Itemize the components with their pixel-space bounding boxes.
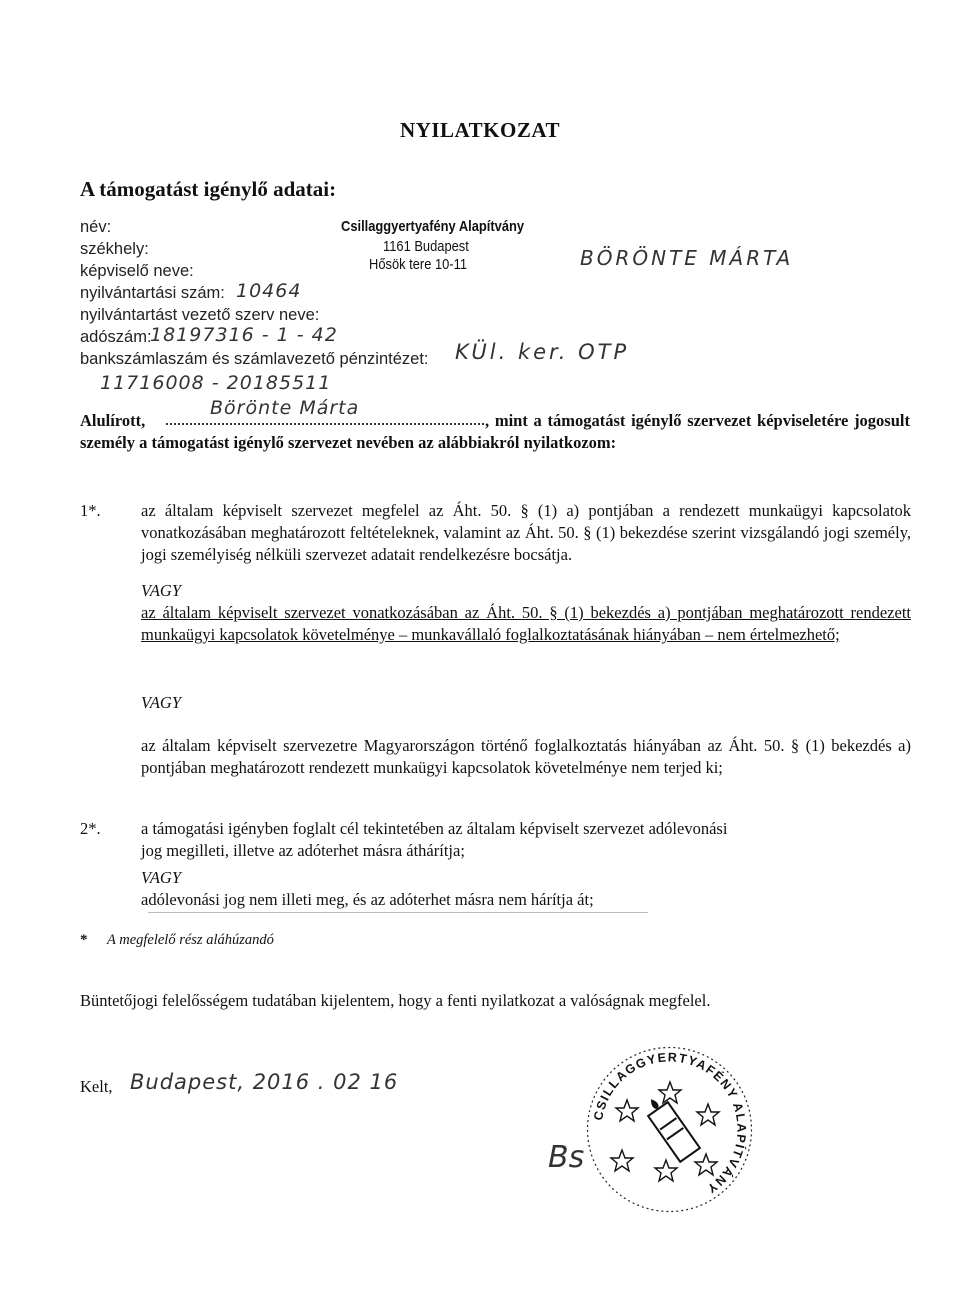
round-stamp (582, 1042, 757, 1217)
tax-number-label: adószám: (80, 328, 152, 346)
registry-number-label: nyilvántartási szám: (80, 284, 225, 302)
document-title: NYILATKOZAT (400, 118, 560, 142)
intro-lead: Alulírott, (80, 411, 146, 430)
declaration-intro-tail: , mint a támogatást igénylő szervezet képviseletére jogosult személy a támogatást igénylő szervezet nevében az alábbiakról nyilatkozom: (80, 411, 910, 452)
registry-org-label: nyilvántartást vezető szerv neve: (80, 306, 320, 324)
item-2-alternative: adólevonási jog nem illeti meg, és az adóterhet másra nem hárítja át; (141, 890, 594, 909)
handwritten-representative: BÖRÖNTE MÁRTA (580, 246, 794, 270)
round-stamp-graphic (582, 1042, 757, 1217)
or-label-1: VAGY (141, 581, 182, 600)
org-stamp-name: Csillaggyertyafény Alapítvány (341, 218, 525, 235)
bank-account-label: bankszámlaszám és számlavezető pénzintézet: (80, 350, 429, 368)
seat-label: székhely: (80, 240, 149, 258)
handwritten-date: Budapest, 2016 . 02 16 (130, 1070, 399, 1094)
item-2-text: a támogatási igényben foglalt cél tekintetében az általam képviselt szervezet adólevonási jog megilleti, illetve az adóterhet másra áthárítja; (141, 819, 728, 860)
item-1-alternative-1: az általam képviselt szervezet vonatkozásában az Áht. 50. § (1) bekezdés a) pontjában meghatározott rendezett munkaügyi kapcsolatok követelménye – munkavállaló foglalkoztatásának hiányában – nem értelmezhető; (141, 603, 911, 644)
handwritten-tax-number: 18197316 - 1 - 42 (150, 324, 338, 346)
applicant-data-heading: A támogatást igénylő adatai: (80, 177, 337, 201)
item-1-alternative-2: az általam képviselt szervezetre Magyarországon történő foglalkoztatás hiányában az Áht. 50. § (1) bekezdés a) pontjában meghatározott rendezett munkaügyi kapcsolatok követelménye nem terjed ki; (141, 736, 911, 777)
or-label-2: VAGY (141, 693, 182, 712)
handwritten-bank-name: KÜl. ker. OTP (455, 340, 630, 364)
handwritten-account-number: 11716008 - 20185511 (100, 372, 332, 394)
footnote-text: A megfelelő rész aláhúzandó (107, 932, 274, 948)
handwritten-registry-number: 10464 (236, 280, 302, 302)
representative-label: képviselő neve: (80, 262, 194, 280)
item-2-underline (148, 912, 648, 913)
item-2-number: 2*. (80, 819, 101, 838)
name-label: név: (80, 218, 112, 236)
item-1-number: 1*. (80, 501, 101, 520)
org-stamp-street: Hősök tere 10-11 (369, 256, 467, 273)
date-label: Kelt, (80, 1077, 113, 1096)
round-stamp-ring-text: CSILLAGGYERTYAFÉNY ALAPÍTVÁNY (591, 1050, 749, 1197)
handwritten-signer-name: Börönte Márta (210, 397, 360, 419)
or-label-3: VAGY (141, 868, 182, 887)
org-stamp-city: 1161 Budapest (383, 238, 469, 255)
item-1-text: az általam képviselt szervezet megfelel az Áht. 50. § (1) a) pontjában a rendezett munkaügyi kapcsolatok vonatkozásában meghatározott feltételeknek, valamint az Áht. 50. § (1) bekezdése szerint vizsgálandó jogi személy, jogi személyiség nélküli szervezet adatait rendelkezésre bocsátja. (141, 501, 911, 564)
handwritten-signature: Bs (548, 1140, 585, 1175)
footnote-mark: * (80, 932, 88, 948)
closing-statement: Büntetőjogi felelősségem tudatában kijelentem, hogy a fenti nyilatkozat a valóságnak megfelel. (80, 991, 711, 1010)
